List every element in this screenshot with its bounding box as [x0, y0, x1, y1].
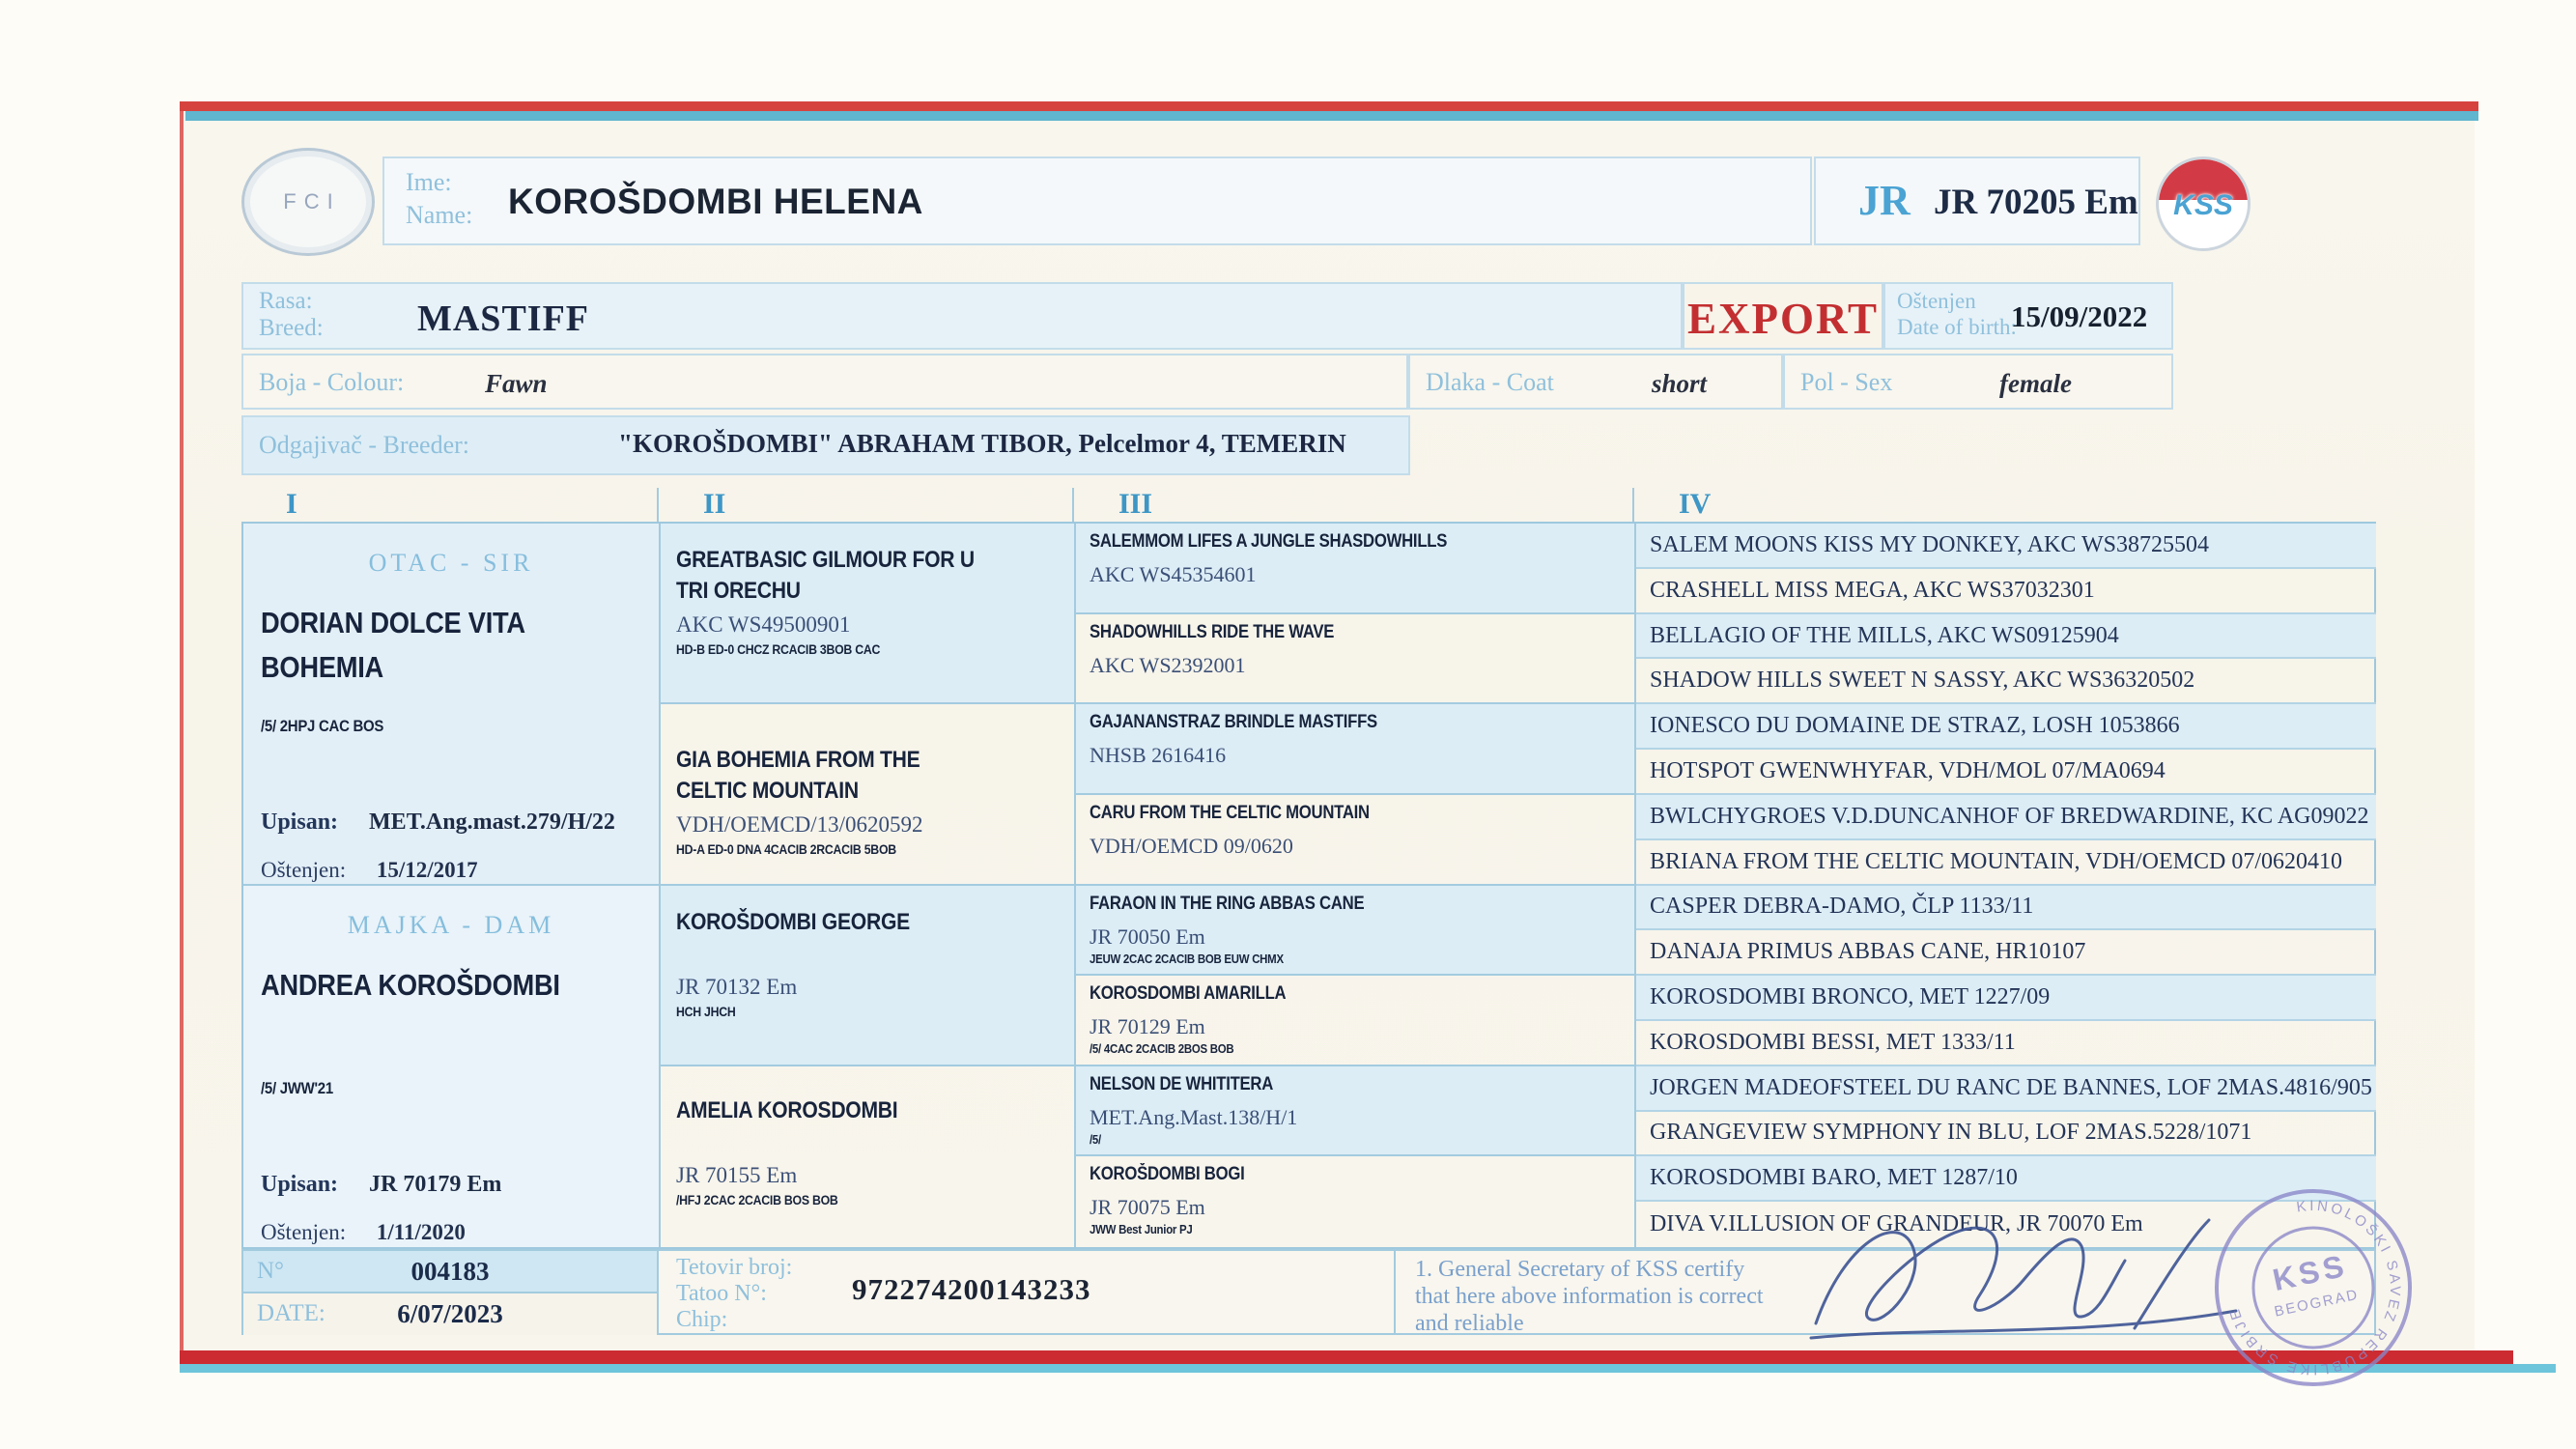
- stamp-ring-text: KINOLOŠKI SAVEZ REPUBLIKE SRBIJE: [2225, 1197, 2404, 1378]
- greatgrandparent-name: [1090, 622, 1368, 643]
- greatgrandparent-name-text: NELSON DE WHITITERA: [1090, 1073, 1274, 1094]
- dam-name: [261, 963, 601, 1008]
- greatgrandparent-name: [1090, 1164, 1265, 1185]
- greatgrandparent-cell: [1076, 976, 1634, 1066]
- greatgrandparent-titles-text: /5/: [1090, 1131, 1101, 1147]
- certification-line-2: that here above information is correct: [1415, 1284, 1764, 1309]
- grandparent-name-line2: CELTIC MOUNTAIN: [676, 778, 859, 805]
- greatgrandparent-cell: [1076, 795, 1634, 886]
- grandparent-reg: JR 70132 Em: [676, 974, 798, 999]
- chip-box: [659, 1249, 1396, 1335]
- sire-registration: [261, 810, 615, 836]
- tattoo-label-sr: Tetovir broj:: [676, 1255, 793, 1280]
- pedigree-column-4: [1636, 524, 2376, 1247]
- greatgrandparent-titles: [1090, 1222, 1206, 1237]
- generation-header-3: III: [1074, 488, 1634, 522]
- ancestor-row: IONESCO DU DOMAINE DE STRAZ, LOSH 1053866: [1636, 704, 2376, 750]
- breed-label-sr: Rasa:: [259, 288, 313, 314]
- pedigree-column-1: [243, 524, 661, 1247]
- colour-label: Boja - Colour:: [259, 368, 405, 396]
- greatgrandparent-titles: [1090, 1041, 1254, 1057]
- dob-label-en: Date of birth:: [1897, 315, 2017, 339]
- grandparent-reg: JR 70155 Em: [676, 1162, 798, 1187]
- export-box: [1683, 282, 1883, 350]
- date-label: DATE:: [257, 1300, 326, 1326]
- greatgrandparent-reg: VDH/OEMCD 09/0620: [1090, 833, 1293, 858]
- sire-name-line2: BOHEMIA: [261, 650, 383, 684]
- greatgrandparent-reg: JR 70075 Em: [1090, 1195, 1205, 1220]
- grandparent-name-line2: TRI ORECHU: [676, 578, 801, 604]
- sire-name: [261, 601, 561, 690]
- date-value: 6/07/2023: [397, 1299, 503, 1328]
- greatgrandparent-titles: [1090, 952, 1310, 967]
- greatgrandparent-cell: [1076, 1066, 1634, 1157]
- greatgrandparent-cell: [1076, 1156, 1634, 1247]
- greatgrandparent-cell: [1076, 704, 1634, 795]
- left-red-border: [180, 101, 184, 1357]
- grandparent-name: [676, 907, 942, 938]
- certificate-date-row: [243, 1293, 657, 1335]
- dob-label-sr: Oštenjen: [1897, 289, 1976, 313]
- number-label: N°: [257, 1258, 285, 1284]
- breed-label: [259, 288, 324, 342]
- grandparent-name-line1: GIA BOHEMIA FROM THE: [676, 747, 920, 774]
- grandparent-titles: [676, 841, 926, 859]
- tattoo-label-en: Tatoo N°:: [676, 1281, 767, 1306]
- greatgrandparent-titles-text: /5/ 4CAC 2CACIB 2BOS BOB: [1090, 1041, 1234, 1057]
- dam-name-line1: ANDREA KOROŠDOMBI: [261, 967, 560, 1002]
- dam-role-label: MAJKA - DAM: [347, 910, 555, 939]
- ancestor-row: HOTSPOT GWENWHYFAR, VDH/MOL 07/MA0694: [1636, 750, 2376, 795]
- name-label-sr: Ime:: [406, 168, 452, 196]
- dam-upisan-value: JR 70179 Em: [369, 1171, 502, 1197]
- greatgrandparent-name-text: SHADOWHILLS RIDE THE WAVE: [1090, 621, 1335, 642]
- dog-name-value: KOROŠDOMBI HELENA: [508, 182, 923, 221]
- kss-logo: [2156, 156, 2250, 251]
- kss-round-stamp: [2191, 1165, 2436, 1410]
- grandparent-name: [676, 745, 953, 807]
- sex-box: [1783, 354, 2173, 410]
- fci-logo-text: FCI: [283, 189, 341, 213]
- grandparent-titles-text: HD-B ED-0 CHCZ RCACIB 3BOB CAC: [676, 641, 881, 657]
- greatgrandparent-reg: AKC WS45354601: [1090, 562, 1257, 586]
- export-label: EXPORT: [1687, 295, 1879, 343]
- grandparent-reg: AKC WS49500901: [676, 612, 851, 637]
- chip-label: Chip:: [676, 1307, 728, 1332]
- date-of-birth-box: [1883, 282, 2173, 350]
- sire-whelped: [261, 858, 478, 883]
- pedigree-column-3: [1076, 524, 1636, 1247]
- dog-name-box: [382, 156, 1812, 245]
- greatgrandparent-cell: [1076, 524, 1634, 614]
- greatgrandparent-name-text: KOROŠDOMBI BOGI: [1090, 1164, 1245, 1185]
- ancestor-row: SALEM MOONS KISS MY DONKEY, AKC WS38725504: [1636, 524, 2376, 569]
- pedigree-body: [241, 522, 2376, 1249]
- ancestor-row: JORGEN MADEOFSTEEL DU RANC DE BANNES, LOF 2MAS.4816/905: [1636, 1066, 2376, 1112]
- certificate-number-row: [243, 1251, 657, 1293]
- dam-cell: [243, 886, 659, 1248]
- certification-line-3: and reliable: [1415, 1311, 1524, 1336]
- number-value: 004183: [410, 1257, 490, 1286]
- breeder-value: "KOROŠDOMBI" ABRAHAM TIBOR, Pelcelmor 4, TEMERIN: [618, 429, 1346, 458]
- pedigree-table: [241, 488, 2376, 1249]
- dam-ostenjen-label: Oštenjen:: [261, 1219, 347, 1244]
- greatgrandparent-name-text: KOROSDOMBI AMARILLA: [1090, 983, 1287, 1005]
- kss-logo-text: KSS: [2173, 189, 2233, 222]
- sire-ostenjen-value: 15/12/2017: [376, 858, 478, 882]
- grandparent-titles-text: HD-A ED-0 DNA 4CACIB 2RCACIB 5BOB: [676, 841, 896, 858]
- greatgrandparent-titles-text: JWW Best Junior PJ: [1090, 1222, 1193, 1237]
- ancestor-row: DIVA V.ILLUSION OF GRANDEUR, JR 70070 Em: [1650, 1211, 2143, 1237]
- dam-titles: [261, 1079, 343, 1098]
- registration-box: [1814, 156, 2140, 245]
- certificate-number-box: [241, 1249, 659, 1335]
- coat-value: short: [1652, 369, 1708, 398]
- ancestor-row: KOROSDOMBI BARO, MET 1287/10: [1636, 1156, 2376, 1202]
- bottom-cyan-border: [180, 1364, 2556, 1373]
- grandparent-cell: [661, 886, 1074, 1066]
- dam-upisan-label: Upisan:: [261, 1171, 339, 1197]
- sire-titles: [261, 717, 400, 736]
- greatgrandparent-titles: [1090, 1132, 1103, 1148]
- pedigree-header-row: [241, 488, 2376, 522]
- grandparent-titles: [676, 1192, 860, 1209]
- greatgrandparent-name: [1090, 894, 1401, 915]
- greatgrandparent-name: [1090, 983, 1313, 1005]
- grandparent-cell: [661, 524, 1074, 704]
- ancestor-row: BWLCHYGROES V.D.DUNCANHOF OF BREDWARDINE, KC AG09022: [1636, 795, 2376, 840]
- dam-ostenjen-value: 1/11/2020: [376, 1219, 466, 1244]
- name-label-en: Name:: [406, 201, 473, 229]
- dam-titles-text: /5/ JWW'21: [261, 1078, 333, 1097]
- ancestor-row: GRANGEVIEW SYMPHONY IN BLU, LOF 2MAS.5228/1071: [1636, 1112, 2376, 1157]
- greatgrandparent-name-text: GAJANANSTRAZ BRINDLE MASTIFFS: [1090, 712, 1377, 733]
- stamp-kss-text: KSS: [2269, 1247, 2351, 1298]
- registration-prefix: JR: [1858, 177, 1911, 224]
- greatgrandparent-name: [1090, 803, 1407, 824]
- grandparent-titles-text: HCH JHCH: [676, 1003, 736, 1019]
- generation-header-4: IV: [1679, 488, 1712, 520]
- grandparent-titles: [676, 1004, 744, 1021]
- grandparent-cell: [661, 704, 1074, 885]
- greatgrandparent-cell: [1076, 886, 1634, 977]
- pedigree-column-2: [661, 524, 1076, 1247]
- sire-role-label: OTAC - SIR: [368, 549, 534, 577]
- coat-box: [1408, 354, 1783, 410]
- stamp-city-text: BEOGRAD: [2273, 1286, 2361, 1321]
- sire-ostenjen-label: Oštenjen:: [261, 858, 347, 882]
- bottom-red-border: [180, 1350, 2513, 1364]
- top-red-border: [180, 101, 2478, 111]
- chip-value: 972274200143233: [852, 1272, 1091, 1306]
- greatgrandparent-name-text: CARU FROM THE CELTIC MOUNTAIN: [1090, 802, 1370, 823]
- top-cyan-border: [185, 111, 2478, 121]
- dob-value: 15/09/2022: [2011, 299, 2148, 333]
- grandparent-cell: [661, 1066, 1074, 1247]
- ancestor-row: BRIANA FROM THE CELTIC MOUNTAIN, VDH/OEMCD 07/0620410: [1636, 840, 2376, 886]
- sire-upisan-value: MET.Ang.mast.279/H/22: [369, 810, 615, 835]
- greatgrandparent-reg: NHSB 2616416: [1090, 743, 1227, 768]
- dam-registration: [261, 1172, 501, 1198]
- grandparent-name: [676, 1095, 928, 1126]
- sire-titles-text: /5/ 2HPJ CAC BOS: [261, 717, 384, 735]
- greatgrandparent-name: [1090, 1074, 1298, 1095]
- ancestor-row: KOROSDOMBI BESSI, MET 1333/11: [1636, 1021, 2376, 1066]
- greatgrandparent-name-text: FARAON IN THE RING ABBAS CANE: [1090, 893, 1365, 914]
- sex-value: female: [1999, 369, 2072, 398]
- ancestor-row: CASPER DEBRA-DAMO, ČLP 1133/11: [1636, 886, 2376, 931]
- ancestor-row: BELLAGIO OF THE MILLS, AKC WS09125904: [1636, 614, 2376, 660]
- generation-header-1: I: [241, 488, 659, 522]
- ancestor-row: DANAJA PRIMUS ABBAS CANE, HR10107: [1636, 930, 2376, 976]
- sire-cell: [243, 524, 659, 886]
- greatgrandparent-reg: JR 70050 Em: [1090, 923, 1205, 949]
- grandparent-titles: [676, 641, 908, 659]
- grandparent-name-line1: GREATBASIC GILMOUR FOR U: [676, 547, 975, 573]
- grandparent-name-line1: AMELIA KOROSDOMBI: [676, 1096, 898, 1123]
- dob-label: [1897, 288, 2017, 340]
- breeder-label: Odgajivač - Breeder:: [259, 431, 470, 459]
- sire-upisan-label: Upisan:: [261, 810, 339, 835]
- colour-box: [241, 354, 1408, 410]
- greatgrandparent-cell: [1076, 614, 1634, 705]
- grandparent-reg: VDH/OEMCD/13/0620592: [676, 812, 923, 838]
- sire-name-line1: DORIAN DOLCE VITA: [261, 606, 525, 639]
- greatgrandparent-name-text: SALEMMOM LIFES A JUNGLE SHASDOWHILLS: [1090, 531, 1448, 552]
- greatgrandparent-name: [1090, 712, 1417, 733]
- dam-whelped: [261, 1220, 466, 1245]
- registration-number: JR 70205 Em: [1934, 183, 2138, 222]
- greatgrandparent-reg: MET.Ang.Mast.138/H/1: [1090, 1104, 1298, 1129]
- coat-label: Dlaka - Coat: [1426, 368, 1554, 396]
- colour-value: Fawn: [485, 369, 548, 398]
- fci-logo: [241, 148, 375, 256]
- breed-value: MASTIFF: [417, 298, 589, 339]
- breed-label-en: Breed:: [259, 315, 324, 341]
- certification-line-1: 1. General Secretary of KSS certify: [1415, 1257, 1745, 1282]
- ancestor-row: KOROSDOMBI BRONCO, MET 1227/09: [1636, 976, 2376, 1021]
- grandparent-name: [676, 545, 1015, 607]
- greatgrandparent-reg: AKC WS2392001: [1090, 652, 1246, 677]
- grandparent-name-line1: KOROŠDOMBI GEORGE: [676, 908, 910, 935]
- grandparent-titles-text: /HFJ 2CAC 2CACIB BOS BOB: [676, 1191, 838, 1208]
- breed-box: [241, 282, 1683, 350]
- greatgrandparent-titles-text: JEUW 2CAC 2CACIB BOB EUW CHMX: [1090, 951, 1284, 966]
- sex-label: Pol - Sex: [1800, 368, 1893, 396]
- generation-header-2: II: [659, 488, 1074, 522]
- ancestor-row: SHADOW HILLS SWEET N SASSY, AKC WS36320502: [1636, 659, 2376, 704]
- greatgrandparent-name: [1090, 531, 1496, 553]
- ancestor-row: CRASHELL MISS MEGA, AKC WS37032301: [1636, 569, 2376, 614]
- greatgrandparent-reg: JR 70129 Em: [1090, 1014, 1205, 1039]
